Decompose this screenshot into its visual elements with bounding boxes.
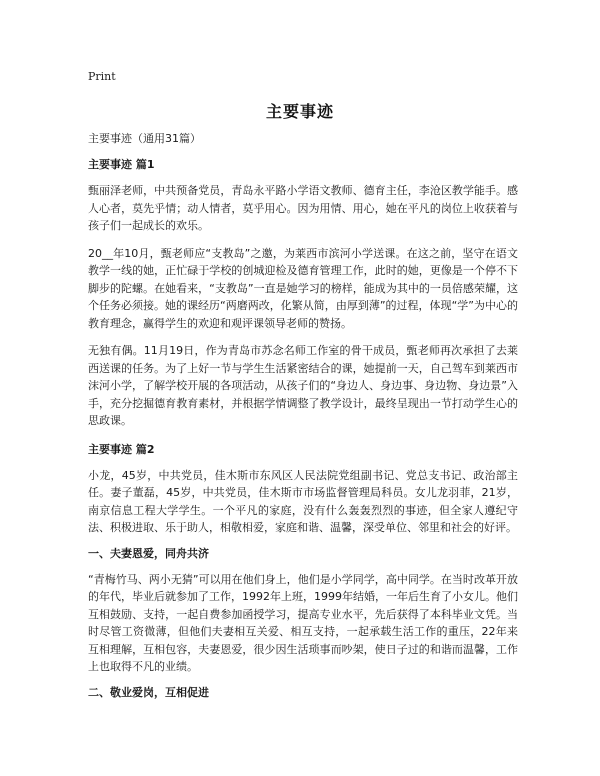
section-heading-1: 主要事迹 篇1 [88, 158, 155, 171]
document-subtitle: 主要事迹（通用31篇） [88, 132, 201, 145]
section-1-paragraph-1: 甄丽泽老师，中共预备党员，青岛永平路小学语文教师、德育主任，李沧区教学能手。感人心者，莫先乎情；动人情者，莫乎用心。因为用情、用心，她在平凡的岗位上收获着与孩子们一起成长的欢乐。 [88, 184, 518, 232]
document-body [88, 132, 518, 710]
section-heading-2: 主要事迹 篇2 [88, 442, 155, 456]
section-1-paragraph-2: 20__年10月，甄老师应“支教岛”之邀，为莱西市滨河小学送课。在这之前，坚守在语文教学一线的她，正忙碌于学校的创城迎检及德育管理工作，此时的她，更像是一个停不下脚步的陀螺。在她看来，“支教岛”一直是她学习的榜样，能成为其中的一员倍感荣耀，这个任务必须接。她的课经历“两磨两改，化繁从简，由厚到薄”的过程，体现“学”为中心的教育理念，赢得学生的欢迎和观评课领导老师的赞扬。 [88, 246, 518, 330]
subsection-1-paragraph-1: “青梅竹马、两小无猜”可以用在他们身上，他们是小学同学，高中同学。在当时改革开放的年代，毕业后就参加了工作，1992年上班，1999年结婚，一年后生育了小女儿。他们互相鼓励、支持，一起自费参加函授学习，提高专业水平，先后获得了本科毕业文凭。当时尽管工资微薄，但他们夫妻相互关爱、相互支持，一起承载生活工作的重压，22年来互相理解，互相包容，夫妻恩爱，很少因生活琐事而吵架，使日子过的和谐而温馨，工作上也取得不凡的业绩。 [88, 572, 518, 673]
document-title: 主要事迹 [265, 102, 334, 121]
subsection-heading-2: 二、敬业爱岗，互相促进 [88, 685, 209, 699]
section-1-paragraph-3: 无独有偶。11月19日，作为青岛市苏念名师工作室的骨干成员，甄老师再次承担了去莱西送课的任务。为了上好一节与学生生活紧密结合的课，她提前一天，自己驾车到莱西市沫河小学，了解学校开展的各项活动，从孩子们的“身边人、身边事、身边物、身边景”入手，充分挖掘德育教育素材，并根据学情调整了教学设计，最终呈现出一节打动学生心的思政课。 [88, 344, 518, 427]
print-link[interactable]: Print [88, 70, 116, 83]
subsection-heading-1: 一、夫妻恩爱，同舟共济 [88, 546, 209, 560]
section-2-paragraph-1: 小龙，45岁，中共党员，佳木斯市东风区人民法院党组副书记、党总支书记、政治部主任。妻子董磊，45岁，中共党员，佳木斯市市场监督管理局科员。女儿龙羽菲，21岁，南京信息工程大学学生。一个平凡的家庭，没有什么轰轰烈烈的事迹，但全家人遵纪守法、积极进取、乐于助人，相敬相爱，家庭和谐、温馨，深受单位、邻里和社会的好评。 [88, 468, 518, 534]
